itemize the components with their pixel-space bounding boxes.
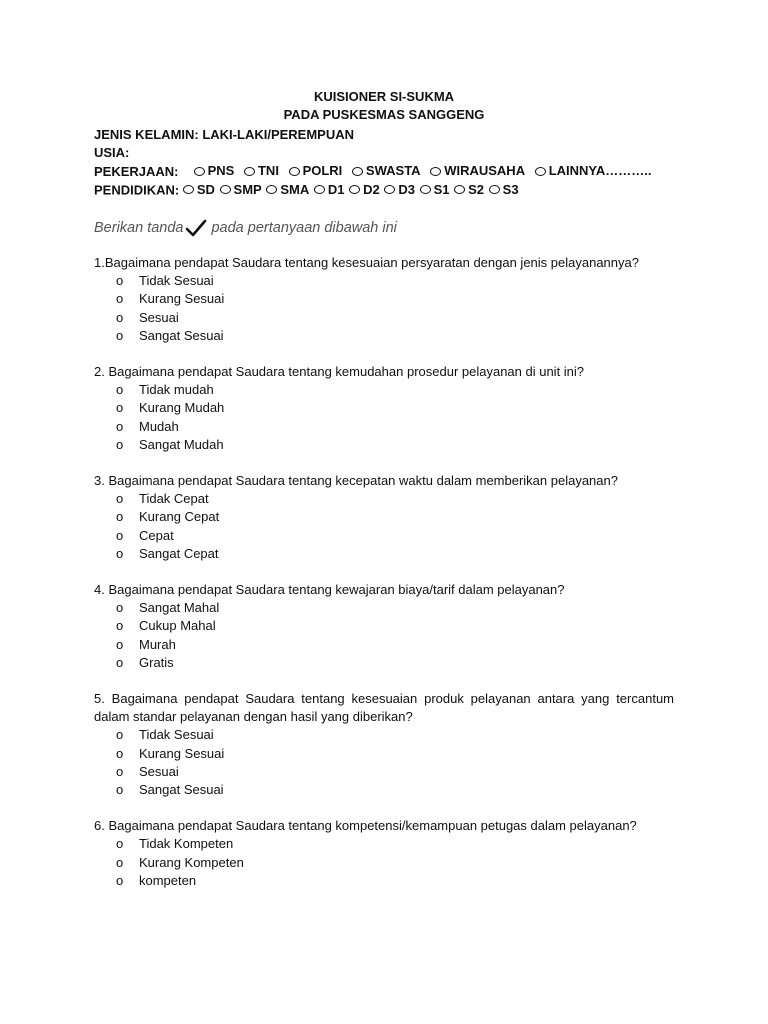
question-5 (94, 690, 674, 799)
answer-option-label: Kurang Sesuai (139, 745, 225, 761)
education-option-d1[interactable]: D1 (314, 181, 345, 199)
question-text: 2. Bagaimana pendapat Saudara tentang kemudahan prosedur pelayanan di unit ini? (94, 364, 585, 380)
occupation-label: PEKERJAAN: (94, 163, 179, 179)
answer-options (94, 490, 674, 563)
circle-bullet-icon[interactable]: o (116, 545, 124, 561)
circle-bullet-icon[interactable]: o (116, 654, 124, 670)
age-line: USIA: (94, 145, 130, 160)
question-1 (94, 254, 674, 345)
education-label: PENDIDIKAN: (94, 182, 180, 197)
occupation-option-pns[interactable]: PNS (194, 162, 235, 180)
answer-option-label: Tidak mudah (139, 382, 214, 398)
radio-circle-icon[interactable] (244, 167, 255, 176)
answer-options (94, 835, 674, 890)
instruction-text-after: pada pertanyaan dibawah ini (211, 220, 397, 236)
answer-option[interactable] (116, 781, 674, 799)
answer-option[interactable] (116, 418, 674, 436)
answer-options (94, 381, 674, 454)
answer-option[interactable] (116, 763, 674, 781)
answer-option[interactable] (116, 327, 674, 345)
radio-circle-icon[interactable] (220, 185, 231, 194)
circle-bullet-icon[interactable]: o (116, 436, 124, 452)
circle-bullet-icon[interactable]: o (116, 509, 124, 525)
answer-option-label: Gratis (139, 654, 174, 670)
question-text: 6. Bagaimana pendapat Saudara tentang kompetensi/kemampuan petugas dalam pelayanan? (94, 818, 637, 834)
gender-line: JENIS KELAMIN: LAKI-LAKI/PEREMPUAN (94, 127, 355, 142)
answer-option[interactable] (116, 745, 674, 763)
question-6 (94, 817, 674, 890)
education-option-smp[interactable]: SMP (220, 181, 262, 199)
header (94, 88, 674, 124)
answer-option[interactable] (116, 399, 674, 417)
answer-option[interactable] (116, 545, 674, 563)
circle-bullet-icon[interactable]: o (116, 527, 124, 543)
answer-option-label: Murah (139, 636, 176, 652)
radio-circle-icon[interactable] (430, 167, 441, 176)
occupation-option-polri[interactable]: POLRI (289, 162, 343, 180)
occupation-option-swasta[interactable]: SWASTA (352, 162, 421, 180)
circle-bullet-icon[interactable]: o (116, 273, 124, 289)
question-2 (94, 363, 674, 454)
answer-option[interactable] (116, 599, 674, 617)
radio-circle-icon[interactable] (183, 185, 194, 194)
circle-bullet-icon[interactable]: o (116, 836, 124, 852)
education-option-sd[interactable]: SD (183, 181, 215, 199)
answer-option[interactable] (116, 527, 674, 545)
answer-option-label: Cukup Mahal (139, 618, 216, 634)
answer-options (94, 599, 674, 672)
instruction-text-before: Berikan tanda (94, 220, 184, 236)
answer-option-label: Kurang Sesuai (139, 291, 225, 307)
answer-option-label: Sangat Sesuai (139, 327, 224, 343)
circle-bullet-icon[interactable]: o (116, 291, 124, 307)
answer-option-label: Sangat Mudah (139, 436, 224, 452)
radio-circle-icon[interactable] (420, 185, 431, 194)
answer-option-label: Mudah (139, 418, 179, 434)
circle-bullet-icon[interactable]: o (116, 763, 124, 779)
answer-option-label: Kurang Cepat (139, 509, 220, 525)
radio-circle-icon[interactable] (384, 185, 395, 194)
page-title: KUISIONER SI-SUKMA (313, 89, 455, 104)
answer-option[interactable] (116, 490, 674, 508)
answer-option[interactable] (116, 508, 674, 526)
radio-circle-icon[interactable] (489, 185, 500, 194)
question-text: 1.Bagaimana pendapat Saudara tentang kesesuaian persyaratan dengan jenis pelayanannya? (94, 255, 639, 270)
answer-option[interactable] (116, 272, 674, 290)
answer-option-label: kompeten (139, 872, 197, 888)
answer-option[interactable] (116, 381, 674, 399)
answer-option-label: Tidak Kompeten (139, 836, 234, 852)
circle-bullet-icon[interactable]: o (116, 309, 124, 325)
answer-options (94, 726, 674, 799)
answer-option[interactable] (116, 617, 674, 635)
respondent-info (94, 126, 674, 199)
question-list (94, 254, 674, 890)
answer-option-label: Sesuai (139, 309, 179, 325)
education-option-d2[interactable]: D2 (349, 181, 380, 199)
answer-option-label: Tidak Sesuai (139, 727, 214, 743)
radio-circle-icon[interactable] (289, 167, 300, 176)
answer-option[interactable] (116, 436, 674, 454)
circle-bullet-icon[interactable]: o (116, 872, 124, 888)
circle-bullet-icon[interactable]: o (116, 745, 124, 761)
answer-option[interactable] (116, 636, 674, 654)
circle-bullet-icon[interactable]: o (116, 636, 124, 652)
page-subtitle: PADA PUSKESMAS SANGGENG (283, 107, 485, 122)
answer-option-label: Tidak Cepat (139, 491, 209, 507)
question-4 (94, 581, 674, 672)
occupation-option-lainnya[interactable]: LAINNYA……….. (535, 162, 652, 180)
answer-option[interactable] (116, 872, 674, 890)
radio-circle-icon[interactable] (314, 185, 325, 194)
radio-circle-icon[interactable] (266, 185, 277, 194)
answer-option-label: Cepat (139, 527, 174, 543)
circle-bullet-icon[interactable]: o (116, 727, 124, 743)
circle-bullet-icon[interactable]: o (116, 618, 124, 634)
answer-option[interactable] (116, 290, 674, 308)
answer-option-label: Kurang Kompeten (139, 854, 244, 870)
circle-bullet-icon[interactable]: o (116, 400, 124, 416)
circle-bullet-icon[interactable]: o (116, 382, 124, 398)
education-option-s2[interactable]: S2 (454, 181, 484, 199)
education-option-sma[interactable]: SMA (266, 181, 309, 199)
circle-bullet-icon[interactable]: o (116, 327, 124, 343)
answer-option[interactable] (116, 726, 674, 744)
occupation-line (94, 162, 674, 181)
answer-option[interactable] (116, 854, 674, 872)
answer-option-label: Sangat Mahal (139, 600, 220, 616)
circle-bullet-icon[interactable]: o (116, 600, 124, 616)
question-text: 5. Bagaimana pendapat Saudara tentang kesesuaian produk pelayanan antara yang tercantum dalam standar pelayanan dengan hasil yang diberikan? (94, 691, 674, 725)
education-line (94, 181, 674, 200)
answer-option-label: Sesuai (139, 763, 179, 779)
radio-circle-icon[interactable] (349, 185, 360, 194)
circle-bullet-icon[interactable]: o (116, 418, 124, 434)
answer-option-label: Tidak Sesuai (139, 273, 214, 289)
occupation-option-wirausaha[interactable]: WIRAUSAHA (430, 162, 525, 180)
education-option-d3[interactable]: D3 (384, 181, 415, 199)
answer-option-label: Kurang Mudah (139, 400, 225, 416)
circle-bullet-icon[interactable]: o (116, 854, 124, 870)
checkmark-icon (185, 218, 207, 238)
radio-circle-icon[interactable] (454, 185, 465, 194)
instruction (94, 216, 674, 240)
question-text: 3. Bagaimana pendapat Saudara tentang kecepatan waktu dalam memberikan pelayanan? (94, 473, 618, 489)
radio-circle-icon[interactable] (194, 167, 205, 176)
radio-circle-icon[interactable] (352, 167, 363, 176)
answer-option[interactable] (116, 654, 674, 672)
circle-bullet-icon[interactable]: o (116, 782, 124, 798)
education-option-s3[interactable]: S3 (489, 181, 519, 199)
question-text: 4. Bagaimana pendapat Saudara tentang kewajaran biaya/tarif dalam pelayanan? (94, 582, 565, 598)
answer-option[interactable] (116, 835, 674, 853)
circle-bullet-icon[interactable]: o (116, 491, 124, 507)
question-3 (94, 472, 674, 563)
occupation-option-tni[interactable]: TNI (244, 162, 279, 180)
answer-option[interactable] (116, 309, 674, 327)
education-option-s1[interactable]: S1 (420, 181, 450, 199)
answer-option-label: Sangat Cepat (139, 545, 219, 561)
answer-option-label: Sangat Sesuai (139, 782, 224, 798)
answer-options (94, 272, 674, 345)
radio-circle-icon[interactable] (535, 167, 546, 176)
